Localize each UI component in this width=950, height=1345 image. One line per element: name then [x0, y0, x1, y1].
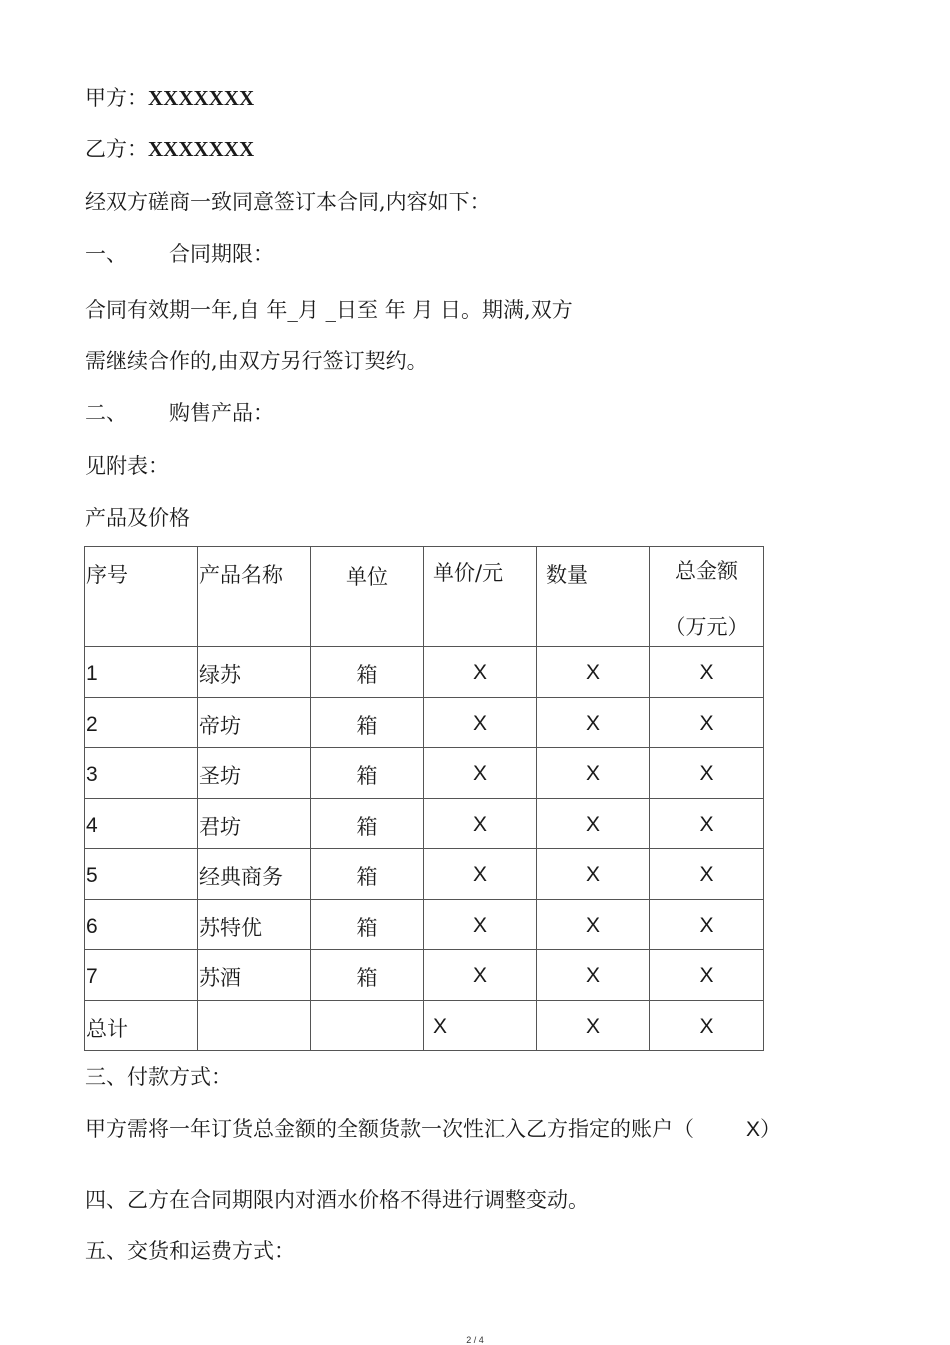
table-row — [85, 748, 764, 799]
row-unit: 箱 — [311, 647, 424, 698]
row-unit: 箱 — [311, 849, 424, 900]
header-qty: 数量 — [537, 547, 650, 647]
table-header-row — [85, 547, 764, 647]
header-price: 单价/元 — [424, 547, 537, 647]
row-price: X — [424, 647, 537, 698]
row-qty: X — [537, 647, 650, 698]
row-qty: X — [537, 849, 650, 900]
table-row — [85, 799, 764, 849]
row-name: 经典商务 — [198, 849, 311, 900]
term-line-2: 需继续合作的,由双方另行签订契约。 — [85, 349, 428, 373]
summary-qty: X — [537, 1001, 650, 1051]
party-a-label: 甲方： — [85, 86, 148, 110]
table-row — [85, 900, 764, 950]
row-no: 6 — [85, 900, 198, 950]
row-qty: X — [537, 799, 650, 849]
section5-heading: 五、交货和运费方式： — [85, 1239, 295, 1263]
row-unit: 箱 — [311, 698, 424, 748]
payment-value: X — [746, 1118, 761, 1141]
summary-unit-empty — [311, 1001, 424, 1051]
party-a-line — [85, 84, 254, 112]
party-b-label: 乙方： — [85, 137, 148, 161]
header-no: 序号 — [85, 547, 198, 647]
row-qty: X — [537, 748, 650, 799]
row-total: X — [650, 849, 764, 900]
row-price: X — [424, 849, 537, 900]
table-row — [85, 849, 764, 900]
term-line-1: 合同有效期一年,自 年_月 _日至 年 月 日。期满,双方 — [85, 298, 573, 322]
row-name: 圣坊 — [198, 748, 311, 799]
party-b-line — [85, 135, 254, 163]
row-total: X — [650, 950, 764, 1001]
payment-text: 甲方需将一年订货总金额的全额货款一次性汇入乙方指定的账户（ — [85, 1117, 694, 1141]
row-no: 1 — [85, 647, 198, 698]
summary-name-empty — [198, 1001, 311, 1051]
table-row — [85, 950, 764, 1001]
header-total: 总金额 （万元） — [650, 547, 764, 647]
row-total: X — [650, 647, 764, 698]
row-unit: 箱 — [311, 748, 424, 799]
section1-num: 一、 — [85, 242, 127, 266]
row-no: 5 — [85, 849, 198, 900]
row-price: X — [424, 698, 537, 748]
section2-title: 购售产品： — [169, 401, 274, 425]
party-b-value: XXXXXXX — [148, 137, 255, 161]
payment-line — [85, 1115, 781, 1144]
section2-num: 二、 — [85, 401, 127, 425]
payment-close: ） — [760, 1117, 782, 1141]
row-qty: X — [537, 698, 650, 748]
summary-total: X — [650, 1001, 764, 1051]
row-name: 苏酒 — [198, 950, 311, 1001]
table-title: 产品及价格 — [85, 506, 190, 530]
product-price-table — [84, 546, 764, 1051]
section4-text: 四、乙方在合同期限内对酒水价格不得进行调整变动。 — [85, 1188, 589, 1212]
row-price: X — [424, 748, 537, 799]
row-name: 君坊 — [198, 799, 311, 849]
row-no: 2 — [85, 698, 198, 748]
row-total: X — [650, 799, 764, 849]
party-a-value: XXXXXXX — [148, 86, 255, 110]
row-name: 帝坊 — [198, 698, 311, 748]
row-qty: X — [537, 900, 650, 950]
row-price: X — [424, 799, 537, 849]
section3-heading: 三、付款方式： — [85, 1065, 232, 1089]
row-total: X — [650, 900, 764, 950]
section2-heading — [85, 399, 274, 427]
row-unit: 箱 — [311, 950, 424, 1001]
see-appendix: 见附表： — [85, 454, 169, 478]
row-unit: 箱 — [311, 900, 424, 950]
intro-text: 经双方磋商一致同意签订本合同,内容如下： — [85, 190, 491, 214]
header-name: 产品名称 — [198, 547, 311, 647]
row-name: 绿苏 — [198, 647, 311, 698]
table-row — [85, 698, 764, 748]
row-no: 7 — [85, 950, 198, 1001]
row-total: X — [650, 698, 764, 748]
row-price: X — [424, 950, 537, 1001]
header-unit: 单位 — [311, 547, 424, 647]
row-qty: X — [537, 950, 650, 1001]
summary-label: 总计 — [85, 1001, 198, 1051]
row-total: X — [650, 748, 764, 799]
section1-title: 合同期限： — [169, 242, 274, 266]
summary-price: X — [424, 1001, 537, 1051]
row-no: 4 — [85, 799, 198, 849]
row-unit: 箱 — [311, 799, 424, 849]
row-name: 苏特优 — [198, 900, 311, 950]
section1-heading — [85, 240, 274, 268]
table-summary-row — [85, 1001, 764, 1051]
row-no: 3 — [85, 748, 198, 799]
table-row — [85, 647, 764, 698]
row-price: X — [424, 900, 537, 950]
page-number: 2 / 4 — [466, 1335, 484, 1345]
